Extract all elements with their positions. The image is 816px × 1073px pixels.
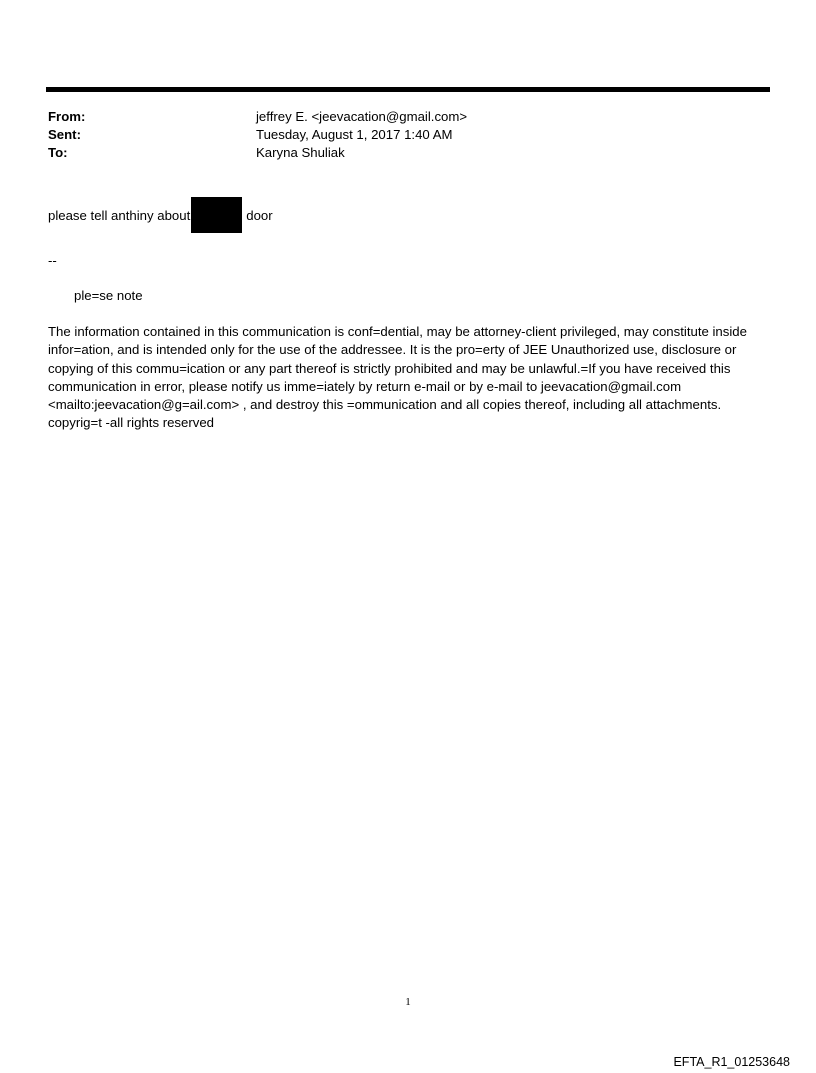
- from-label: From:: [48, 109, 86, 124]
- to-value: Karyna Shuliak: [256, 145, 345, 160]
- document-id: EFTA_R1_01253648: [673, 1055, 790, 1069]
- sent-label: Sent:: [48, 127, 81, 142]
- from-value: jeffrey E. <jeevacation@gmail.com>: [256, 109, 468, 124]
- to-label: To:: [48, 145, 68, 160]
- signature-separator: --: [48, 253, 57, 268]
- from-row: [48, 108, 768, 126]
- signature-note: ple=se note: [74, 288, 143, 303]
- redaction-box: [191, 197, 242, 233]
- email-header: [48, 108, 768, 162]
- sent-value: Tuesday, August 1, 2017 1:40 AM: [256, 127, 453, 142]
- sent-row: [48, 126, 768, 144]
- header-divider: [46, 87, 770, 92]
- to-row: [48, 144, 768, 162]
- page-number: 1: [405, 996, 411, 1008]
- confidentiality-disclaimer: The information contained in this communication is conf=dential, may be attorney-client privileged, may constitute inside infor=ation, and is intended only for the use of the addressee. It is the pro=erty of JEE Unauthorized use, disclosure or copying of this commu=ication or any part thereof is strictly prohibited and may be unlawful.=If you have received this communication in error, please notify us imme=iately by return e-mail or by e-mail to jeevacation@gmail.com <mailto:jeevacation@g=ail.com> , and destroy this =ommunication and all copies thereof, including all attachments. copyrig=t -all rights reserved: [48, 324, 747, 431]
- message-body-line: [48, 198, 273, 234]
- message-text-before-redaction: please tell anthiny about: [48, 208, 191, 223]
- message-text-after-redaction: door: [246, 208, 273, 223]
